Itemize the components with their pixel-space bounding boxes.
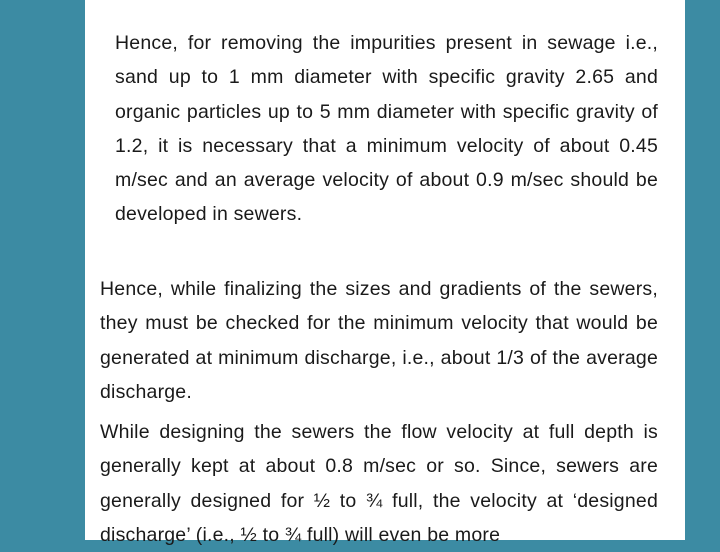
paragraph-sizes-gradients: Hence, while finalizing the sizes and gradients of the sewers, they must be checked for the minimum velocity that would be generated at minimum discharge, i.e., about 1/3 of the average discharge. (100, 278, 658, 403)
paragraph-minimum-velocity: Hence, for removing the impurities present in sewage i.e., sand up to 1 mm diameter with specific gravity 2.65 and organic particles up to 5 mm diameter with specific gravity of 1.2, it is necessary that a minimum velocity of about 0.45 m/sec and an average velocity of about 0.9 m/sec should be developed in sewers. (115, 32, 658, 226)
paragraph-full-depth-velocity: While designing the sewers the flow velocity at full depth is generally kept at about 0.8 m/sec or so. Since, sewers are generally designed for ½ to ¾ full, the velocity at ‘designed discharge’ (i.e., ½ to ¾ full) will even be more (100, 421, 658, 546)
